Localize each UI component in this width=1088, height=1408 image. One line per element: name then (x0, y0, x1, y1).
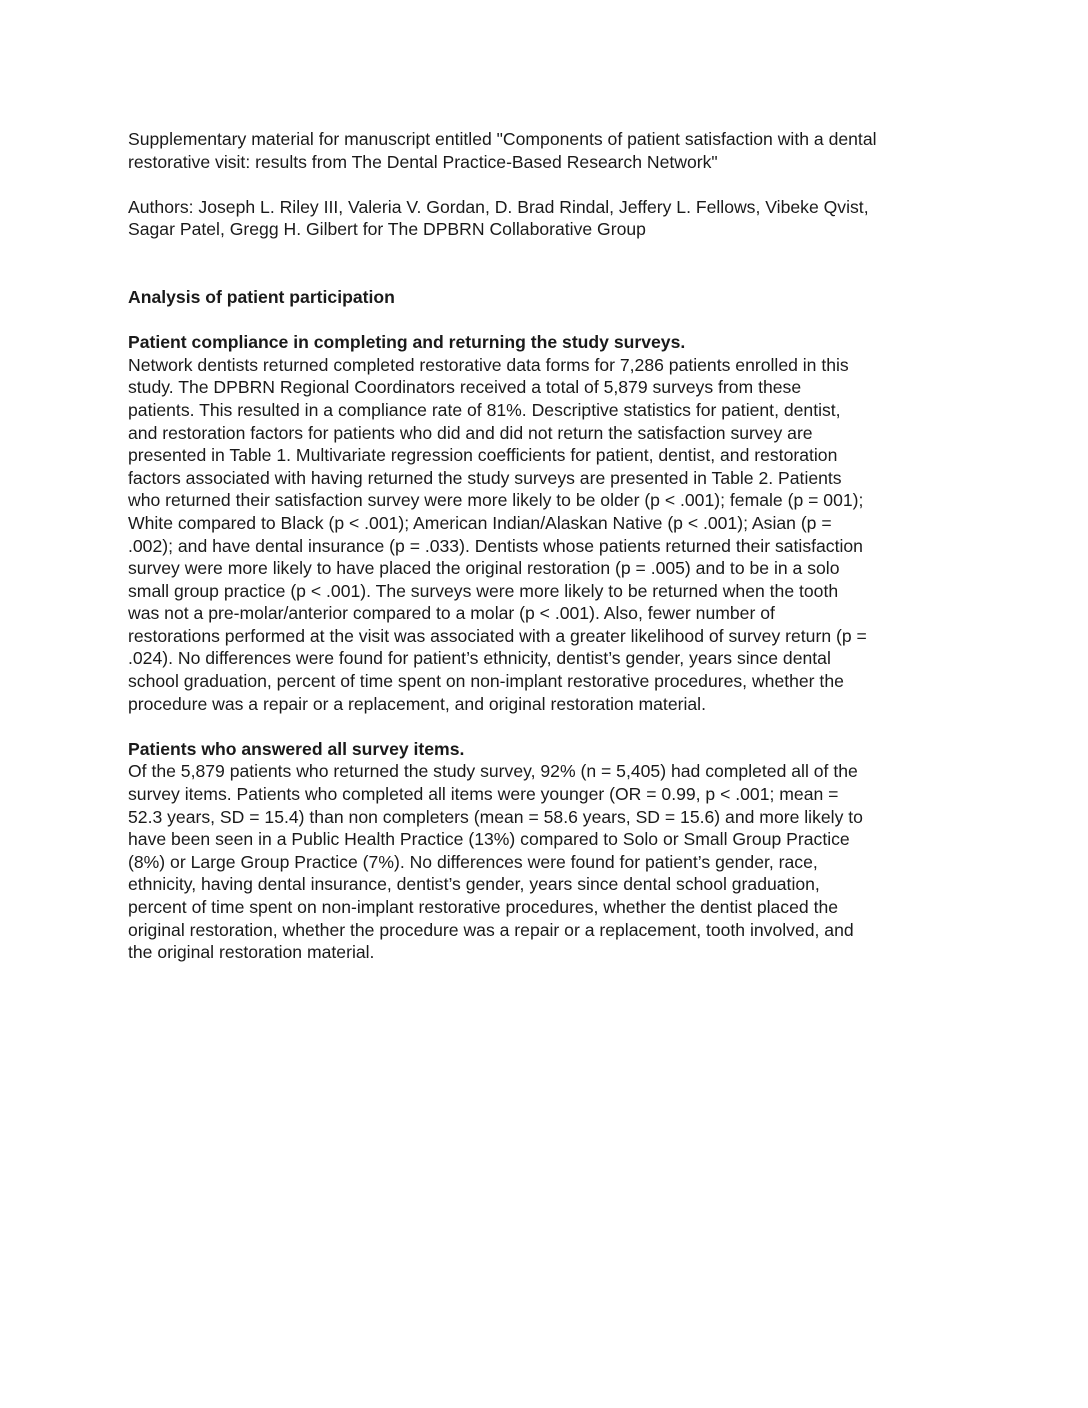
subsection-heading: Patients who answered all survey items. (128, 738, 465, 759)
subsection-complete-answers (128, 738, 960, 964)
document-page (128, 128, 960, 986)
manuscript-title-paragraph: Supplementary material for manuscript entitled "Components of patient satisfaction with a dental restorative visit: results from The Dental Practice-Based Research Network" (128, 129, 877, 172)
subsection-compliance (128, 331, 960, 715)
authors-paragraph: Authors: Joseph L. Riley III, Valeria V. Gordan, D. Brad Rindal, Jeffery L. Fellows, Vibeke Qvist, Sagar Patel, Gregg H. Gilbert for The DPBRN Collaborative Group (128, 196, 869, 240)
subsection-body: Network dentists returned completed restorative data forms for 7,286 patients enrolled in this study. The DPBRN Regional Coordinators received a total of 5,879 surveys from these patients. This resulted in a compliance rate of 81%. Descriptive statistics for patient, dentist, and restoration factors for patients who did and did not return the satisfaction survey are presented in Table 1. Multivariate regression coefficients for patient, dentist, and restoration factors associated with having returned the study surveys are presented in Table 2. Patients who returned their satisfaction survey were more likely to be older (p < .001); female (p = 001); White compared to Black (p < .001); American Indian/Alaskan Native (p < .001); Asian (p = .002); and have dental insurance (p = .033). Dentists whose patients returned their satisfaction survey were more likely to have placed the original restoration (p = .005) and to be in a solo small group practice (p < .001). The surveys were more likely to be returned when the tooth was not a pre-molar/anterior compared to a molar (p < .001). Also, fewer number of restorations performed at the visit was associated with a greater likelihood of survey return (p = .024). No differences were found for patient’s ethnicity, dentist’s gender, years since dental school graduation, percent of time spent on non-implant restorative procedures, whether the procedure was a repair or a replacement, and original restoration material. (128, 354, 867, 714)
section-heading: Analysis of patient participation (128, 286, 395, 307)
subsection-body: Of the 5,879 patients who returned the study survey, 92% (n = 5,405) had completed all of the survey items. Patients who completed all items were younger (OR = 0.99, p < .001; mean = 52.3 years, SD = 15.4) than non completers (mean = 58.6 years, SD = 15.6) and more likely to have been seen in a Public Health Practice (13%) compared to Solo or Small Group Practice (8%) or Large Group Practice (7%). No differences were found for patient’s gender, race, ethnicity, having dental insurance, dentist’s gender, years since dental school graduation, percent of time spent on non-implant restorative procedures, whether the dentist placed the original restoration, whether the procedure was a repair or a replacement, tooth involved, and the original restoration material. (128, 761, 863, 963)
subsection-heading: Patient compliance in completing and returning the study surveys. (128, 332, 686, 353)
